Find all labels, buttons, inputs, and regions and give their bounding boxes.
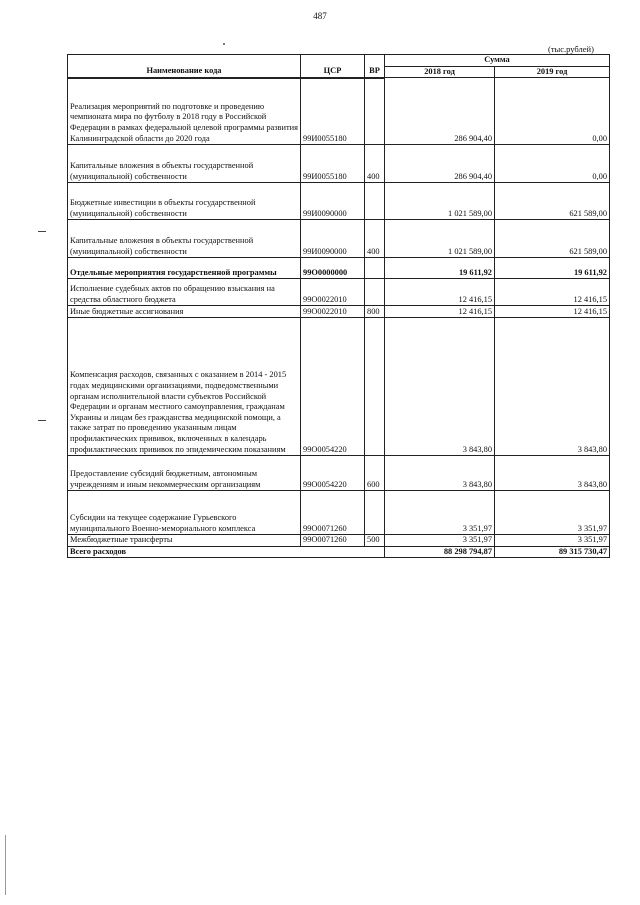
row-2018: 19 611,92 [385, 258, 495, 279]
table-row [68, 456, 610, 491]
row-csr: 99О0000000 [301, 258, 365, 279]
scan-mark [223, 43, 225, 45]
table-row [68, 78, 610, 145]
margin-dash [38, 420, 46, 421]
row-csr: 99И0055180 [301, 145, 365, 183]
row-2019: 3 351,97 [495, 491, 610, 535]
row-name: Отдельные мероприятия государственной программы [68, 258, 301, 279]
table-row [68, 491, 610, 535]
row-2019: 0,00 [495, 145, 610, 183]
row-2018: 12 416,15 [385, 279, 495, 306]
total-2018: 88 298 794,87 [385, 546, 495, 558]
table-body [68, 78, 610, 558]
row-name: Субсидии на текущее содержание Гурьевского муниципального Военно-мемориального комплекса [68, 491, 301, 535]
header-vr: ВР [365, 55, 385, 78]
budget-table [67, 54, 610, 558]
row-name: Бюджетные инвестиции в объекты государственной (муниципальной) собственности [68, 183, 301, 220]
table-row [68, 306, 610, 318]
header-2018: 2018 год [385, 66, 495, 78]
row-vr [365, 258, 385, 279]
row-name: Исполнение судебных актов по обращению взыскания на средства областного бюджета [68, 279, 301, 306]
row-2018: 1 021 589,00 [385, 220, 495, 258]
row-2019: 621 589,00 [495, 220, 610, 258]
header-csr: ЦСР [301, 55, 365, 78]
header-sum: Сумма [385, 55, 610, 67]
row-2019: 12 416,15 [495, 279, 610, 306]
table-row [68, 279, 610, 306]
row-csr: 99И0090000 [301, 183, 365, 220]
row-2019: 3 843,80 [495, 318, 610, 456]
row-csr: 99И0055180 [301, 78, 365, 145]
row-2018: 3 843,80 [385, 318, 495, 456]
row-2018: 12 416,15 [385, 306, 495, 318]
row-vr: 600 [365, 456, 385, 491]
row-vr [365, 78, 385, 145]
row-csr: 99О0022010 [301, 279, 365, 306]
row-csr: 99О0022010 [301, 306, 365, 318]
row-vr [365, 183, 385, 220]
table-row [68, 535, 610, 547]
row-2019: 12 416,15 [495, 306, 610, 318]
row-name: Капитальные вложения в объекты государственной (муниципальной) собственности [68, 220, 301, 258]
page-number: 487 [313, 11, 327, 21]
row-csr: 99О0054220 [301, 318, 365, 456]
row-2019: 19 611,92 [495, 258, 610, 279]
units-label: (тыс.рублей) [548, 44, 594, 54]
row-2018: 3 351,97 [385, 535, 495, 547]
row-name: Реализация мероприятий по подготовке и проведению чемпионата мира по футболу в 2018 году в Российской Федерации в рамках федеральной целевой программы развития Калининградской области до 2020 года [68, 78, 301, 145]
row-2018: 286 904,40 [385, 78, 495, 145]
row-vr [365, 279, 385, 306]
table-header-row [68, 55, 610, 67]
row-name: Предоставление субсидий бюджетным, автономным учреждениям и иным некоммерческим организациям [68, 456, 301, 491]
row-csr: 99О0054220 [301, 456, 365, 491]
total-2019: 89 315 730,47 [495, 546, 610, 558]
row-name: Межбюджетные трансферты [68, 535, 301, 547]
table-row [68, 183, 610, 220]
header-name: Наименование кода [68, 55, 301, 78]
row-vr: 800 [365, 306, 385, 318]
row-csr: 99И0090000 [301, 220, 365, 258]
row-2019: 3 843,80 [495, 456, 610, 491]
row-csr: 99О0071260 [301, 491, 365, 535]
table-row [68, 258, 610, 279]
row-2019: 621 589,00 [495, 183, 610, 220]
margin-ticks [5, 835, 6, 895]
header-2019: 2019 год [495, 66, 610, 78]
row-name: Иные бюджетные ассигнования [68, 306, 301, 318]
row-2018: 3 351,97 [385, 491, 495, 535]
row-2018: 1 021 589,00 [385, 183, 495, 220]
table-row [68, 145, 610, 183]
total-label: Всего расходов [68, 546, 385, 558]
row-vr: 400 [365, 220, 385, 258]
row-2019: 3 351,97 [495, 535, 610, 547]
row-vr [365, 491, 385, 535]
row-vr: 400 [365, 145, 385, 183]
row-2018: 3 843,80 [385, 456, 495, 491]
row-name: Компенсация расходов, связанных с оказанием в 2014 - 2015 годах медицинскими организациями, подведомственными органам исполнительной власти субъектов Российской Федерации и органам местного самоуправления, гражданам Украины и лицам без гражданства медицинской помощи, а также затрат по проведению указанным лицам профилактических прививок, включенных в календарь профилактических прививок по эпидемическим показаниям [68, 318, 301, 456]
row-2019: 0,00 [495, 78, 610, 145]
row-vr [365, 318, 385, 456]
row-2018: 286 904,40 [385, 145, 495, 183]
row-vr: 500 [365, 535, 385, 547]
row-csr: 99О0071260 [301, 535, 365, 547]
table-row [68, 220, 610, 258]
total-row [68, 546, 610, 558]
table-row [68, 318, 610, 456]
margin-dash [38, 231, 46, 232]
row-name: Капитальные вложения в объекты государственной (муниципальной) собственности [68, 145, 301, 183]
